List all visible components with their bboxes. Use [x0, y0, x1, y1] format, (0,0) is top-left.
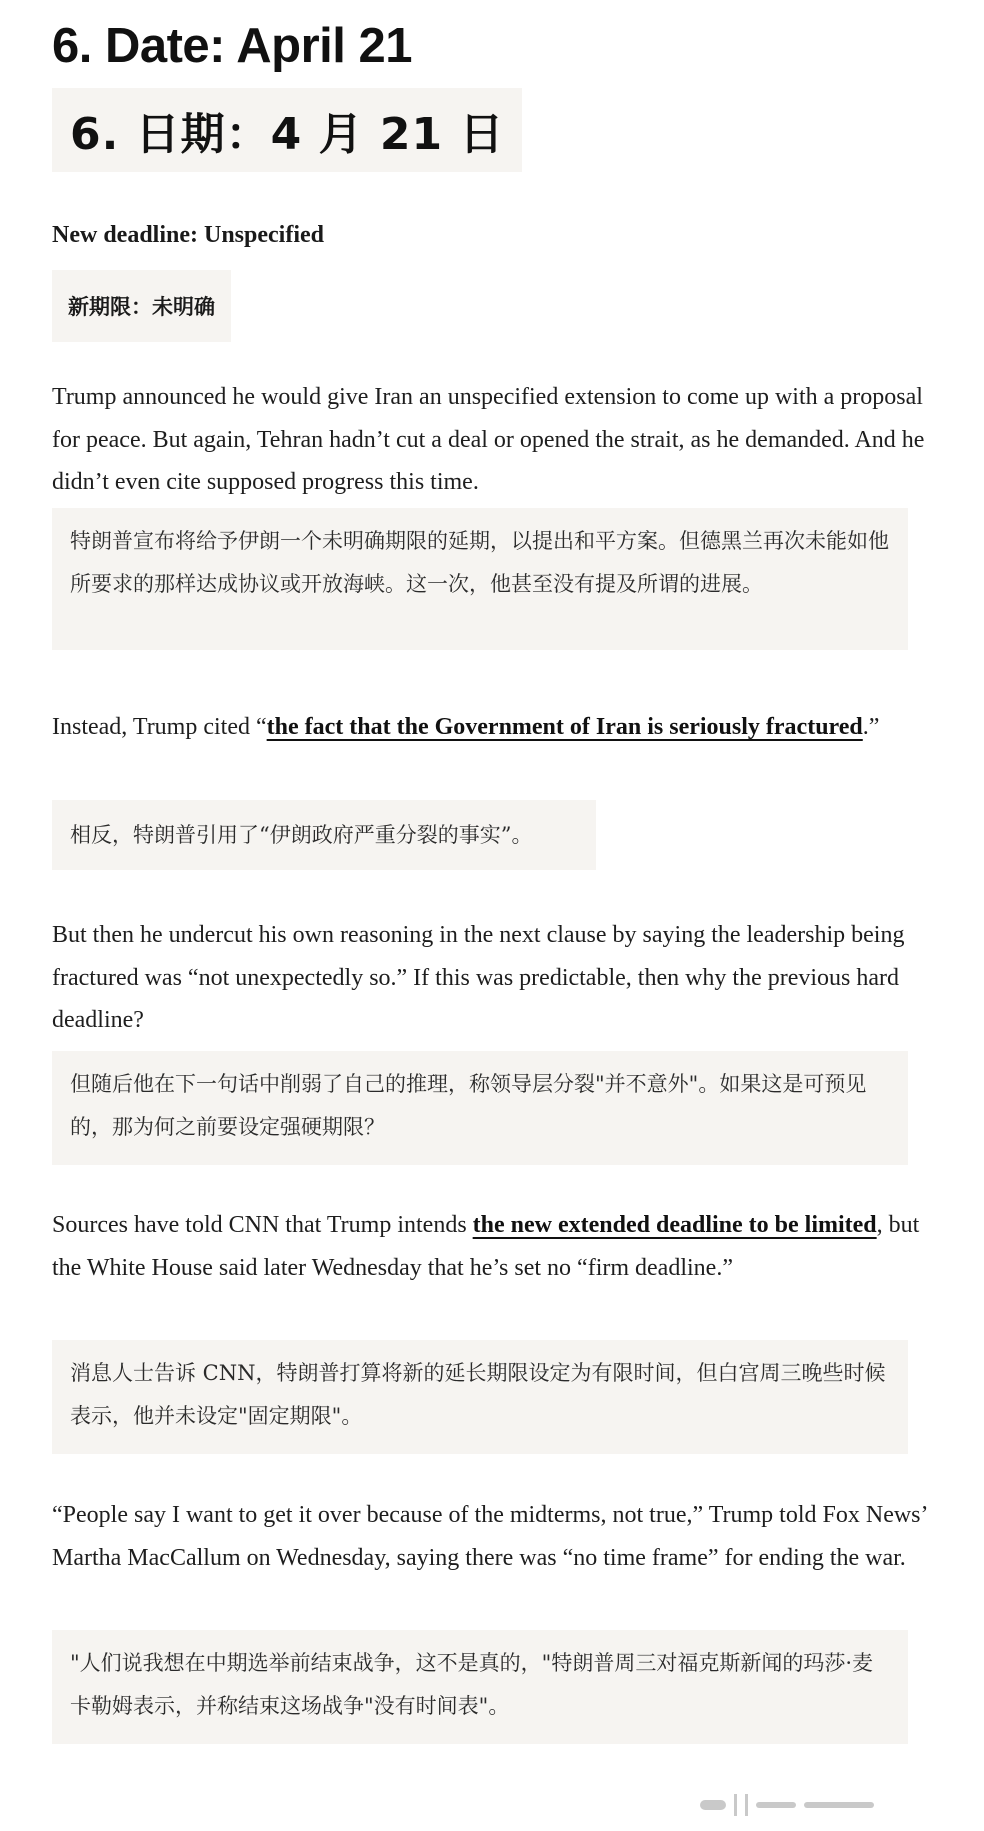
deadline-translation: 新期限：未明确 [68, 294, 215, 319]
deadline-translation-box [52, 270, 231, 342]
deadline-label: New deadline: Unspecified [52, 222, 324, 248]
paragraph-1-translation: 特朗普宣布将给予伊朗一个未明确期限的延期，以提出和平方案。但德黑兰再次未能如他所要求的那样达成协议或开放海峡。这一次，他甚至没有提及所谓的进展。 [70, 529, 889, 596]
paragraph-3: But then he undercut his own reasoning in the next clause by saying the leadership being fractured was “not unexpectedly so.” If this was predictable, then why the previous hard deadline? [52, 922, 905, 1033]
paragraph-4-translation: 消息人士告诉 CNN，特朗普打算将新的延长期限设定为有限时间，但白宫周三晚些时候表示，他并未设定"固定期限"。 [70, 1361, 886, 1428]
paragraph-4-translation-box [52, 1340, 908, 1454]
section-heading-translation: 6. 日期：4 月 21 日 [70, 109, 505, 160]
paragraph-2-translation-box [52, 800, 596, 870]
quote-link-iran-government[interactable]: the fact that the Government of Iran is seriously fractured [266, 714, 863, 740]
section-heading-translation-box [52, 88, 522, 172]
paragraph-2-translation: 相反，特朗普引用了“伊朗政府严重分裂的事实”。 [70, 823, 533, 847]
paragraph-2 [52, 706, 912, 749]
paragraph-2-text-end: .” [862, 714, 880, 740]
paragraph-4-text-end: , but the White House said later Wednesday that he’s set no “firm deadline.” [52, 1212, 920, 1281]
paragraph-3-translation-box [52, 1051, 908, 1165]
paragraph-1-translation-box [52, 508, 908, 650]
paragraph-1: Trump announced he would give Iran an unspecified extension to come up with a proposal for peace. But again, Tehran hadn’t cut a deal or opened the strait, as he demanded. And he didn’t even cite supposed progress this time. [52, 384, 925, 495]
link-extended-deadline[interactable]: the new extended deadline to be limited [472, 1212, 877, 1238]
paragraph-3-translation: 但随后他在下一句话中削弱了自己的推理，称领导层分裂"并不意外"。如果这是可预见的，那为何之前要设定强硬期限？ [70, 1072, 867, 1139]
paragraph-4 [52, 1204, 932, 1289]
paragraph-2-text-start: Instead, Trump cited “ [52, 714, 267, 740]
watermark-logo [700, 1790, 960, 1820]
paragraph-4-text-start: Sources have told CNN that Trump intends [52, 1212, 473, 1238]
section-heading: 6. Date: April 21 [52, 19, 413, 73]
paragraph-5: “People say I want to get it over because of the midterms, not true,” Trump told Fox News’ Martha MacCallum on Wednesday, saying there was “no time frame” for ending the war. [52, 1502, 927, 1571]
paragraph-5-translation-box [52, 1630, 908, 1744]
paragraph-5-translation: "人们说我想在中期选举前结束战争，这不是真的，"特朗普周三对福克斯新闻的玛莎·麦卡勒姆表示，并称结束这场战争"没有时间表"。 [70, 1651, 873, 1718]
